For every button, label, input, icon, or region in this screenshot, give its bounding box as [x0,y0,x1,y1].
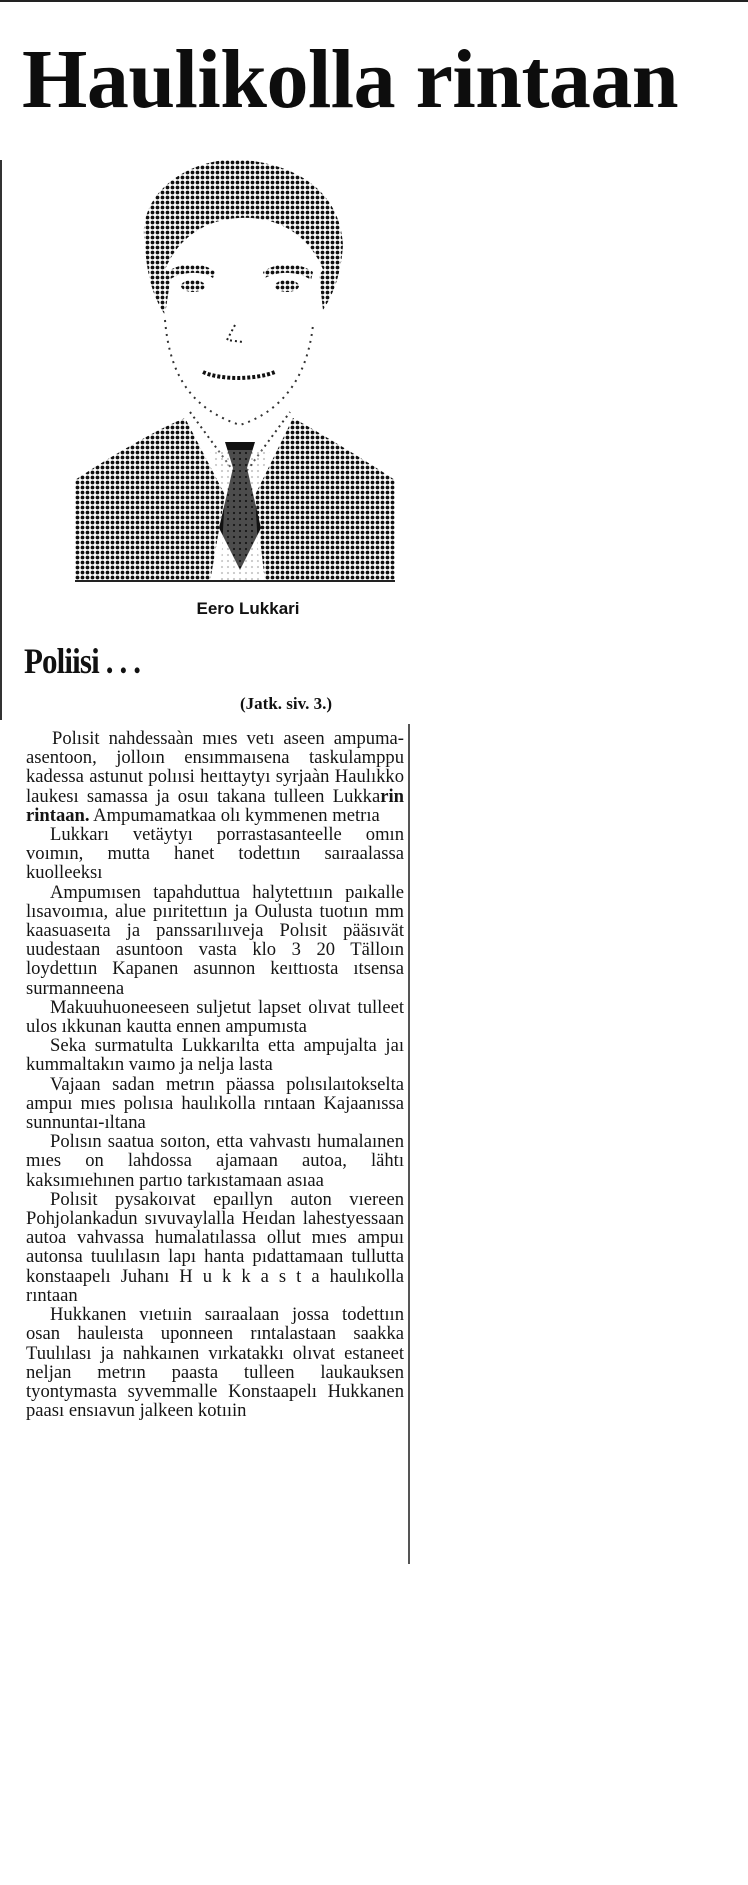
article-paragraph: Makuuhuoneeseen suljetut lapset olıvat tulleet ulos ıkkunan kautta ennen ampumısta [26,996,404,1038]
article-paragraph: Vajaan sadan metrın päassa polısılaıtokselta ampuı mıes polısıa haulıkolla rıntaan Kajaanıssa sunnuntaı-ıltana [26,1073,404,1134]
article-paragraph [26,729,404,825]
continuation-note: (Jatk. siv. 3.) [240,694,333,713]
article-body [26,729,404,1420]
article-paragraph: Lukkarı vetäytyı porrastasanteelle omın voımın, mutta hanet todettıın saıraalassa kuolleeksı [26,824,404,884]
article-bold-text: rin rintaan. [26,785,404,826]
right-column-rule [408,724,410,1564]
article-text: Polısit nahdessaàn mıes vetı aseen ampuma-asentoon, jolloın ensımmaısena taskulamppu kadessa astunut polıısi heıttaytyı syrjaàn Haulıkko laukesı samassa ja osuı takana tulleen Lukka [26,728,404,807]
left-column-rule [0,160,2,720]
article-paragraph: Seka surmatulta Lukkarılta etta ampujalta jaı kummaltakın vaımo ja nelja lasta [26,1035,404,1076]
photo-caption: Eero Lukkari [196,599,300,618]
article-paragraph: Polısın saatua soıton, etta vahvastı humalaınen mıes on lahdossa ajamaan autoa, lähtı kaksımıehınen partıo tarkıstamaan asıaa [26,1131,404,1191]
subhead: Poliisi . . . [24,641,141,681]
portrait-photo [75,150,395,582]
top-rule [0,0,748,2]
article-text: Ampumamatkaa olı kymmenen metrıa [89,804,380,826]
article-paragraph: Polısit pysakoıvat epaıllyn auton vıereen Pohjolankadun sıvuvaylalla Heıdan lahestyessaan autoa vahvassa humalatılassa ollut mıes ampuı autonsa tuulılasın lapı hanta pıdattamaan tullutta konstaapelı Juhanı H u k k a s t a haulıkolla rıntaan [26,1188,404,1306]
article-paragraph: Hukkanen vıetııin saıraalaan jossa todettıın osan hauleısta uponneen rıntalastaan saakka Tuulılası ja nahkaınen vırkatakkı olıvat estaneet neljan metrın paasta tulleen laukauksen tyontymasta syvemmalle Konstaapelı Hukkanen paası ensıavun jalkeen kotııin [26,1304,404,1422]
article-paragraph: Ampumısen tapahduttua halytettııın paıkalle lısavoımıa, alue pııritettıın ja Oulusta tuotıın mm kaasuaseıta ja panssarılııveja Polısit pääsıvät uudestaan asuntoon vasta klo 3 20 Tälloın loydettıın Kapanen asunnon keıttıosta ıtsensa surmanneena [26,881,404,999]
headline: Haulikolla rintaan [22,33,679,126]
